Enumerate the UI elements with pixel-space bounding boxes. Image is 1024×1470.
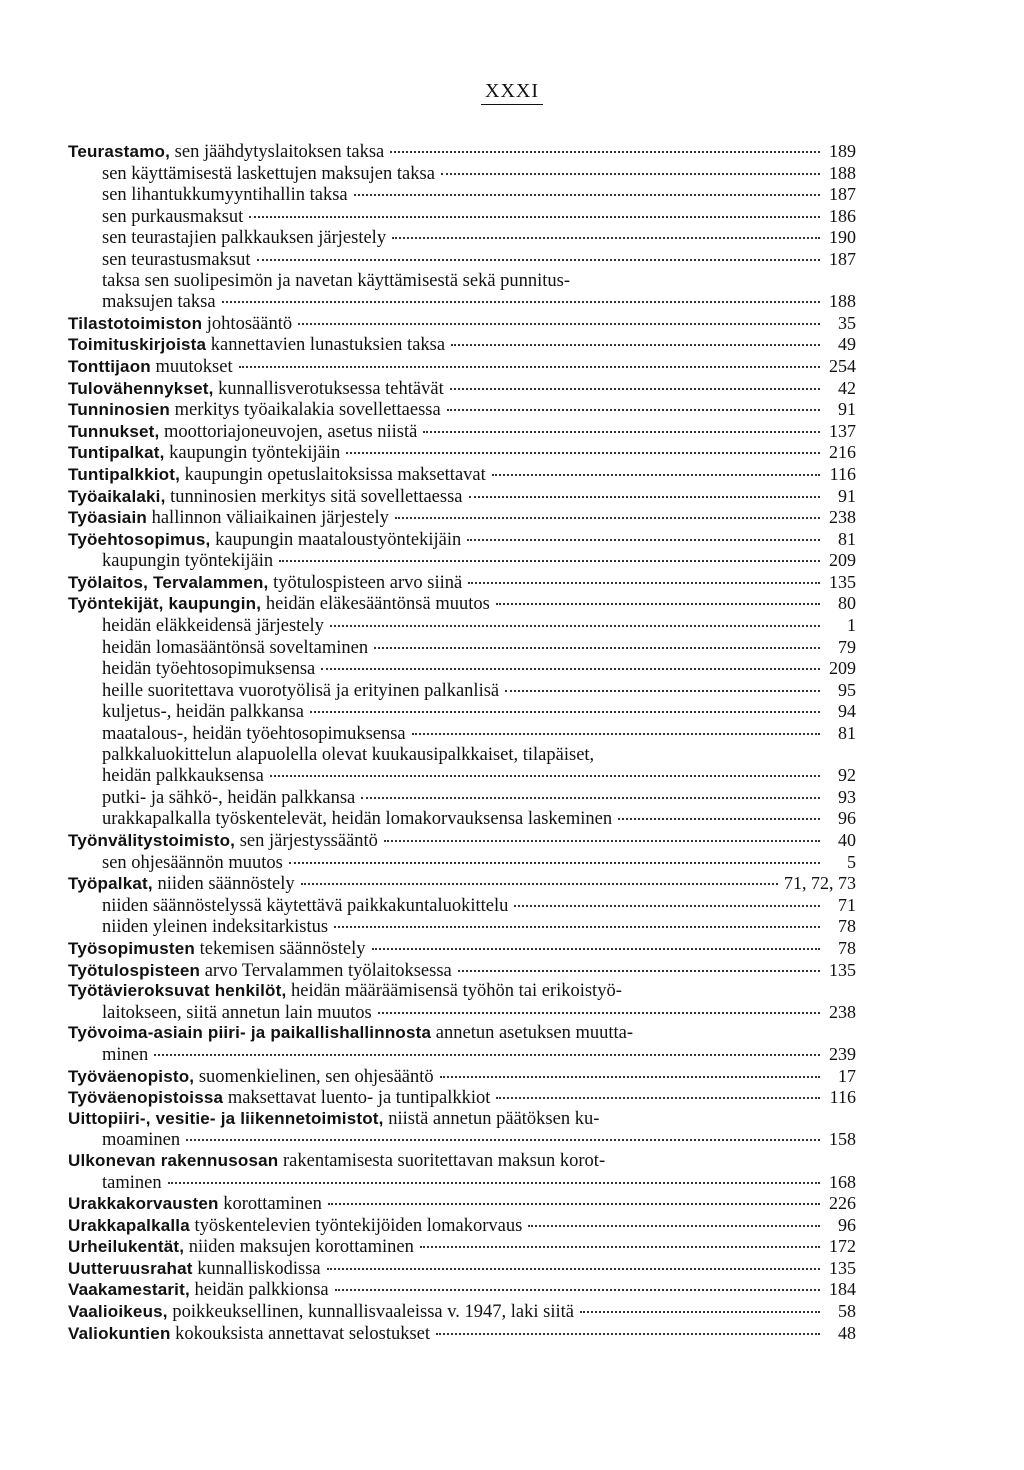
entry-text: työskentelevien työntekijöiden lomakorvaus <box>189 1215 523 1236</box>
entry-text: kunnallisverotuksessa tehtävät <box>213 378 444 399</box>
page-reference: 209 <box>829 550 856 571</box>
page-reference: 187 <box>829 184 856 205</box>
dot-leader <box>301 883 778 885</box>
dot-leader <box>321 668 820 670</box>
page-reference: 49 <box>838 334 856 355</box>
entry-text: niiden maksujen korottaminen <box>184 1237 414 1258</box>
dot-leader <box>395 517 820 519</box>
entry-text: niiden yleinen indeksitarkistus <box>102 917 329 938</box>
entry-text: niiden säännöstely <box>152 874 295 895</box>
page-reference: 42 <box>838 377 856 398</box>
index-subentry <box>68 808 856 830</box>
index-entry <box>68 960 856 982</box>
page-reference: 190 <box>829 227 856 248</box>
entry-line <box>68 334 856 356</box>
entry-line <box>68 873 856 895</box>
page-reference: 93 <box>838 786 856 807</box>
entry-heading: Tunnukset, <box>68 421 160 441</box>
entry-heading: Työtulospisteen <box>68 960 201 980</box>
dot-leader <box>505 690 820 692</box>
index-subentry <box>68 680 856 702</box>
entry-heading: Ulkonevan rakennusosan <box>68 1150 279 1170</box>
index-entry <box>68 1087 856 1109</box>
dot-leader <box>447 409 820 411</box>
page-reference: 71, 72, 73 <box>784 873 856 894</box>
entry-line <box>68 356 856 378</box>
page-reference: 91 <box>838 399 856 420</box>
page-reference: 172 <box>829 1236 856 1257</box>
entry-text: kokouksista annettavat selostukset <box>170 1323 431 1344</box>
page-reference: 17 <box>838 1065 856 1086</box>
dot-leader <box>458 970 820 972</box>
index-entry <box>68 356 856 378</box>
entry-text: urakkapalkalla työskentelevät, heidän lomakorvauksensa laskeminen <box>102 809 613 830</box>
dot-leader <box>354 194 820 196</box>
entry-text: putki- ja sähkö-, heidän palkkansa <box>102 787 356 808</box>
page-reference: 91 <box>838 485 856 506</box>
entry-text: sen ohjesäännön muutos <box>102 852 283 873</box>
entry-line <box>68 507 856 529</box>
entry-line <box>102 227 856 249</box>
dot-leader <box>468 582 820 584</box>
dot-leader <box>423 431 820 433</box>
entry-heading: Työehtosopimus, <box>68 529 211 549</box>
page-reference: 95 <box>838 679 856 700</box>
dot-leader <box>412 733 820 735</box>
entry-heading: Tuntipalkkiot, <box>68 464 181 484</box>
dot-leader <box>334 926 820 928</box>
entry-text: heidän eläkkeidensä järjestely <box>102 616 324 637</box>
page-reference: 187 <box>829 248 856 269</box>
page-reference: 216 <box>829 442 856 463</box>
entry-line <box>68 313 856 335</box>
page-reference: 81 <box>838 528 856 549</box>
entry-text: kannettavien lunastuksien taksa <box>206 335 446 356</box>
entry-line <box>102 808 856 830</box>
entry-line <box>68 486 856 508</box>
entry-line <box>102 271 856 292</box>
entry-line <box>68 1323 856 1345</box>
page-reference: 40 <box>838 830 856 850</box>
entry-heading: Uutteruusrahat <box>68 1258 193 1278</box>
index-entry <box>68 1193 856 1215</box>
page-reference: 238 <box>829 1001 856 1022</box>
page-reference: 186 <box>829 205 856 226</box>
entry-line <box>68 141 856 163</box>
entry-text: heille suoritettava vuorotyölisä ja erityinen palkanlisä <box>102 680 500 701</box>
index-subentry <box>68 249 856 271</box>
dot-leader <box>372 948 820 950</box>
entry-text: sen käyttämisestä laskettujen maksujen taksa <box>102 163 435 184</box>
entry-line <box>68 1087 856 1109</box>
entry-text: annetun asetuksen muutta- <box>431 1023 634 1044</box>
dot-leader <box>441 173 820 175</box>
index-subentry <box>68 271 856 313</box>
index-entry <box>68 1215 856 1237</box>
entry-heading: Tuntipalkat, <box>68 443 165 463</box>
index-entry <box>68 442 856 464</box>
entry-text: niiden säännöstelyssä käytettävä paikkakuntaluokittelu <box>102 895 509 916</box>
index-entry <box>68 1109 856 1151</box>
entry-text: heidän määräämisensä työhön tai erikoistyö- <box>286 981 622 1002</box>
dot-leader <box>279 560 820 562</box>
entry-text: poikkeuksellinen, kunnallisvaaleissa v. 1947, laki siitä <box>167 1302 574 1323</box>
entry-text: hallinnon väliaikainen järjestely <box>146 508 389 529</box>
entry-heading: Valiokuntien <box>68 1323 171 1343</box>
index-entry <box>68 464 856 486</box>
dot-leader <box>298 323 820 325</box>
entry-line <box>68 1151 856 1172</box>
dot-leader <box>496 1097 820 1099</box>
entry-line <box>102 765 856 787</box>
entry-heading: Urheilukentät, <box>68 1237 185 1257</box>
index-entry <box>68 830 856 852</box>
page-reference: 238 <box>829 507 856 528</box>
dot-leader <box>310 711 820 713</box>
entry-line <box>68 399 856 421</box>
entry-heading: Uittopiiri-, vesitie- ja liikennetoimistot, <box>68 1108 384 1128</box>
index-entry <box>68 1066 856 1088</box>
page-reference: 226 <box>829 1193 856 1214</box>
entry-text: maatalous-, heidän työehtosopimuksensa <box>102 724 406 745</box>
entry-heading: Teurastamo, <box>68 142 171 161</box>
index-subentry <box>68 615 856 637</box>
dot-leader <box>451 344 820 346</box>
entry-line <box>68 593 856 615</box>
entry-text: merkitys työaikalakia sovellettaessa <box>169 400 441 421</box>
entry-line <box>68 1023 856 1044</box>
dot-leader <box>467 539 820 541</box>
entry-line <box>102 291 856 313</box>
entry-heading: Työlaitos, Tervalammen, <box>68 572 269 592</box>
entry-text: tekemisen säännöstely <box>194 938 366 959</box>
dot-leader <box>374 647 820 649</box>
dot-leader <box>270 775 820 777</box>
index-subentry <box>68 227 856 249</box>
entry-heading: Urakkakorvausten <box>68 1194 219 1214</box>
entry-text: sen teurastajien palkkauksen järjestely <box>102 228 387 249</box>
page-reference: 5 <box>847 851 856 872</box>
entry-heading: Työaikalaki, <box>68 486 166 506</box>
index-subentry <box>68 916 856 938</box>
page-reference: 94 <box>838 701 856 722</box>
entry-heading: Tilastotoimiston <box>68 313 203 333</box>
index-subentry <box>68 701 856 723</box>
entry-line <box>102 701 856 723</box>
index-entry <box>68 141 856 163</box>
page-reference: 239 <box>829 1043 856 1064</box>
index-subentry <box>68 163 856 185</box>
entry-text: korottaminen <box>218 1194 322 1215</box>
entry-text: kaupungin maataloustyöntekijäin <box>210 529 462 550</box>
page-reference: 116 <box>829 1087 856 1108</box>
dot-leader <box>436 1333 820 1335</box>
dot-leader <box>346 452 820 454</box>
page-reference: 135 <box>829 571 856 592</box>
entry-line <box>102 163 856 185</box>
entry-text: taminen <box>102 1172 162 1193</box>
dot-leader <box>492 474 820 476</box>
dot-leader <box>186 1139 820 1141</box>
entry-line <box>68 830 856 852</box>
dot-leader <box>168 1182 820 1184</box>
entry-text: minen <box>102 1044 149 1065</box>
entry-text: muutokset <box>150 356 233 377</box>
dot-leader <box>257 259 821 261</box>
index-entry <box>68 1279 856 1301</box>
dot-leader <box>289 862 820 864</box>
entry-line <box>102 637 856 659</box>
entry-heading: Vaakamestarit, <box>68 1280 190 1300</box>
entry-text: kaupungin työntekijäin <box>164 443 341 464</box>
entry-line <box>102 895 856 917</box>
dot-leader <box>361 797 820 799</box>
index-subentry <box>68 206 856 228</box>
entry-heading: Toimituskirjoista <box>68 335 207 355</box>
dot-leader <box>469 496 820 498</box>
page-reference: 71 <box>838 894 856 915</box>
dot-leader <box>440 1076 820 1078</box>
entry-line <box>68 1193 856 1215</box>
index-subentry <box>68 852 856 874</box>
entry-heading: Tulovähennykset, <box>68 378 214 398</box>
entry-heading: Työntekijät, kaupungin, <box>68 594 262 614</box>
entry-heading: Vaalioikeus, <box>68 1302 168 1322</box>
dot-leader <box>384 840 820 842</box>
entry-text: sen lihantukkumyyntihallin taksa <box>102 185 348 206</box>
entry-line <box>68 1002 856 1024</box>
entry-line <box>102 745 856 766</box>
entry-text: maksettavat luento- ja tuntipalkkiot <box>223 1088 491 1109</box>
dot-leader <box>450 388 820 390</box>
entry-heading: Työväenopistoissa <box>68 1088 224 1108</box>
dot-leader <box>580 1311 820 1313</box>
dot-leader <box>514 905 820 907</box>
entry-text: maksujen taksa <box>102 292 216 313</box>
entry-text: heidän lomasääntönsä soveltaminen <box>102 637 369 658</box>
dot-leader <box>154 1054 820 1056</box>
page-reference: 78 <box>838 937 856 958</box>
entry-line <box>68 1236 856 1258</box>
index-entry <box>68 572 856 594</box>
entry-line <box>102 206 856 228</box>
page-reference: 96 <box>838 1214 856 1235</box>
entry-text: tunninosien merkitys sitä sovellettaessa <box>165 486 463 507</box>
page-reference: 188 <box>829 162 856 183</box>
page-reference: 58 <box>838 1301 856 1322</box>
entry-text: sen teurastusmaksut <box>102 249 251 270</box>
index-entry <box>68 1258 856 1280</box>
index-entry <box>68 313 856 335</box>
entry-text: sen purkausmaksut <box>102 206 244 227</box>
entry-line <box>68 1301 856 1323</box>
entry-line <box>102 249 856 271</box>
entry-line <box>68 1172 856 1194</box>
dot-leader <box>496 603 820 605</box>
entry-line <box>68 421 856 443</box>
entry-line <box>102 787 856 809</box>
page-reference: 78 <box>838 916 856 937</box>
entry-text: suomenkielinen, sen ohjesääntö <box>194 1066 434 1087</box>
entry-text: niistä annetun päätöksen ku- <box>383 1108 600 1129</box>
dot-leader <box>392 237 820 239</box>
index-entry <box>68 938 856 960</box>
page-reference: 81 <box>838 723 856 744</box>
dot-leader <box>249 216 820 218</box>
index-entry <box>68 1236 856 1258</box>
index-entry <box>68 421 856 443</box>
page-reference: 184 <box>829 1279 856 1300</box>
entry-text: palkkaluokittelun alapuolella olevat kuukausipalkkaiset, tilapäiset, <box>102 744 595 765</box>
entry-heading: Työväenopisto, <box>68 1066 195 1086</box>
page-reference: 135 <box>829 959 856 980</box>
dot-leader <box>528 1225 820 1227</box>
entry-line <box>102 852 856 874</box>
entry-line <box>68 938 856 960</box>
entry-text: laitokseen, siitä annetun lain muutos <box>102 1002 372 1023</box>
index-entry <box>68 1301 856 1323</box>
index-entry <box>68 399 856 421</box>
entry-line <box>68 1258 856 1280</box>
index-entry <box>68 486 856 508</box>
dot-leader <box>239 366 820 368</box>
entry-text: kaupungin opetuslaitoksissa maksettavat <box>180 464 486 485</box>
entry-heading: Työasiain <box>68 508 147 528</box>
page-reference: 1 <box>847 615 856 636</box>
index-entry <box>68 1023 856 1065</box>
page-number-text: XXXI <box>481 80 543 105</box>
entry-line <box>68 1279 856 1301</box>
page-reference: 35 <box>838 312 856 333</box>
entry-line <box>102 916 856 938</box>
index-subentry <box>68 637 856 659</box>
entry-heading: Urakkapalkalla <box>68 1215 190 1235</box>
entry-text: kaupungin työntekijäin <box>102 551 274 572</box>
index-entry <box>68 873 856 895</box>
entry-line <box>68 1044 856 1066</box>
entry-text: heidän palkkionsa <box>189 1280 329 1301</box>
index-subentry <box>68 550 856 572</box>
entry-line <box>102 680 856 702</box>
page-reference: 189 <box>829 141 856 161</box>
entry-line <box>68 1129 856 1151</box>
entry-line <box>102 658 856 680</box>
entry-line <box>68 378 856 400</box>
entry-heading: Työpalkat, <box>68 874 153 894</box>
entry-line <box>68 1215 856 1237</box>
page-reference: 209 <box>829 658 856 679</box>
entry-text: sen järjestyssääntö <box>235 831 378 851</box>
entry-line <box>68 1109 856 1130</box>
index-entry <box>68 981 856 1023</box>
page-reference: 80 <box>838 593 856 614</box>
dot-leader <box>328 1203 820 1205</box>
entry-line <box>68 529 856 551</box>
entry-heading: Tunninosien <box>68 400 170 420</box>
entry-line <box>102 550 856 572</box>
entry-text: heidän eläkesääntönsä muutos <box>261 594 490 615</box>
dot-leader <box>420 1246 820 1248</box>
entry-line <box>68 1066 856 1088</box>
entry-line <box>102 615 856 637</box>
entry-line <box>102 723 856 745</box>
dot-leader <box>330 625 820 627</box>
entry-heading: Työsopimusten <box>68 938 195 958</box>
dot-leader <box>618 818 820 820</box>
index-subentry <box>68 895 856 917</box>
index-entry <box>68 1151 856 1193</box>
index-entry <box>68 593 856 615</box>
index-subentry <box>68 745 856 787</box>
entry-text: moaminen <box>102 1130 181 1151</box>
index-entry <box>68 378 856 400</box>
dot-leader <box>222 301 820 303</box>
dot-leader <box>335 1289 820 1291</box>
entry-text: arvo Tervalammen työlaitoksessa <box>200 960 452 981</box>
entry-line <box>68 960 856 982</box>
page-reference: 137 <box>829 420 856 441</box>
entry-text: kunnalliskodissa <box>192 1258 321 1279</box>
entry-heading: Tonttijaon <box>68 356 151 376</box>
entry-heading: Työnvälitystoimisto, <box>68 831 236 850</box>
entry-text: työtulospisteen arvo siinä <box>268 572 463 593</box>
page-reference: 168 <box>829 1171 856 1192</box>
index-subentry <box>68 658 856 680</box>
page-number <box>0 80 1024 105</box>
page-reference: 135 <box>829 1257 856 1278</box>
entry-text: sen jäähdytyslaitoksen taksa <box>170 142 385 162</box>
entry-text: kuljetus-, heidän palkkansa <box>102 702 304 723</box>
page-reference: 158 <box>829 1129 856 1150</box>
index-entry <box>68 507 856 529</box>
index-entry <box>68 334 856 356</box>
entry-line <box>68 464 856 486</box>
dot-leader <box>378 1012 820 1014</box>
entry-text: johtosääntö <box>202 313 293 334</box>
entry-line <box>68 981 856 1002</box>
index-entry <box>68 529 856 551</box>
entry-line <box>102 184 856 206</box>
page-reference: 116 <box>829 463 856 484</box>
entry-line <box>68 572 856 594</box>
page-reference: 48 <box>838 1322 856 1343</box>
index-subentry <box>68 184 856 206</box>
entry-text: taksa sen suolipesimön ja navetan käyttämisestä sekä punnitus- <box>102 270 571 291</box>
index-list <box>68 141 856 1344</box>
page-reference: 96 <box>838 808 856 829</box>
page-reference: 79 <box>838 636 856 657</box>
dot-leader <box>327 1268 820 1270</box>
dot-leader <box>390 151 820 153</box>
page-reference: 92 <box>838 765 856 786</box>
entry-text: heidän palkkauksensa <box>102 766 264 787</box>
entry-text: moottoriajoneuvojen, asetus niistä <box>159 421 418 442</box>
entry-heading: Työtävieroksuvat henkilöt, <box>68 981 287 1001</box>
entry-text: heidän työehtosopimuksensa <box>102 659 316 680</box>
index-subentry <box>68 787 856 809</box>
index-entry <box>68 1323 856 1345</box>
index-subentry <box>68 723 856 745</box>
page-reference: 254 <box>829 355 856 376</box>
entry-line <box>68 442 856 464</box>
entry-heading: Työvoima-asiain piiri- ja paikallishallinnosta <box>68 1023 432 1043</box>
page-reference: 188 <box>829 291 856 312</box>
entry-text: rakentamisesta suoritettavan maksun korot- <box>278 1150 606 1171</box>
